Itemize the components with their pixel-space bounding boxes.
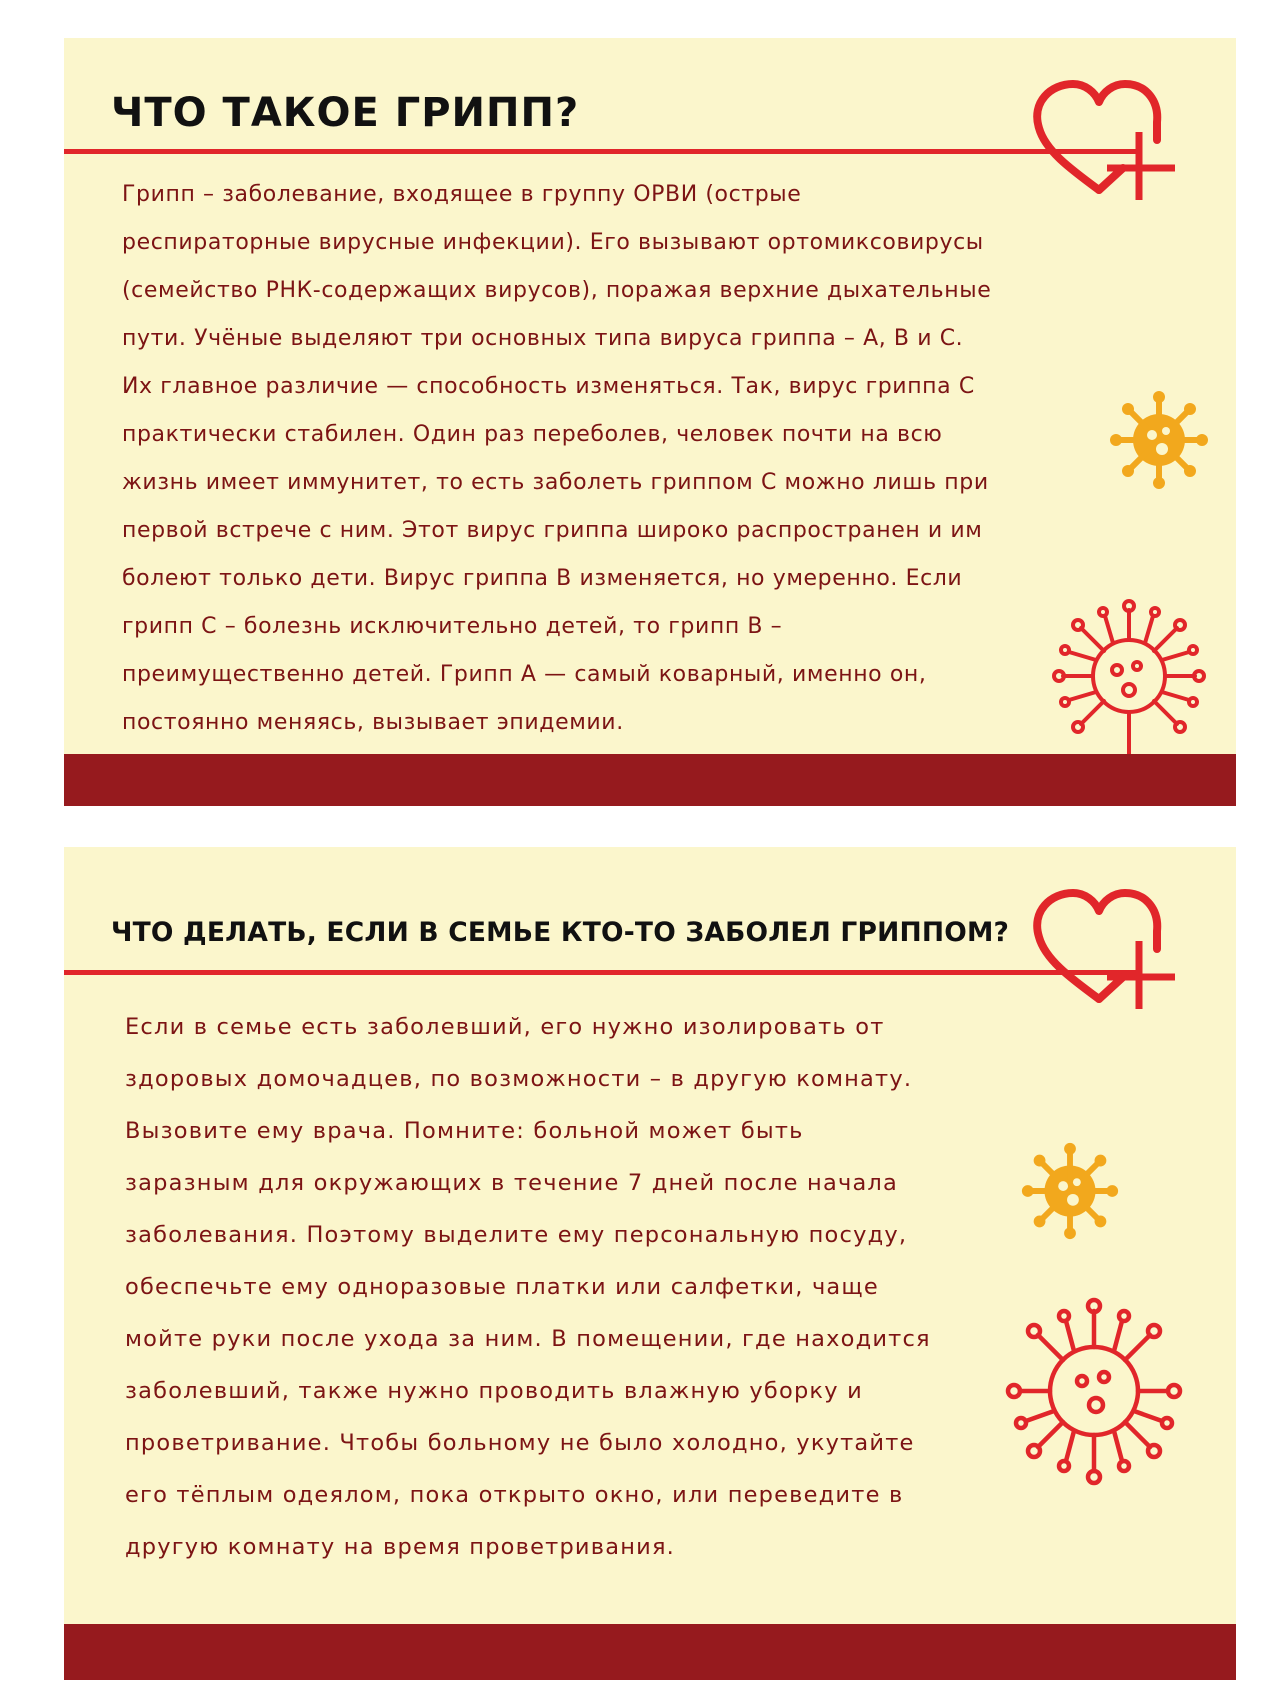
body-line: Если в семье есть заболевший, его нужно изолировать от <box>125 1014 885 1040</box>
body-line: заболевания. Поэтому выделите ему персональную посуду, <box>125 1222 908 1248</box>
body-line: болеют только дети. Вирус гриппа В изменяется, но умеренно. Если <box>122 566 963 591</box>
title-underline <box>64 149 1138 154</box>
virus-icon <box>1004 1291 1184 1491</box>
sun-virus-icon <box>1104 385 1214 495</box>
body-line: заразным для окружающих в течение 7 дней после начала <box>125 1170 898 1196</box>
body-line: грипп С – болезнь исключительно детей, то грипп В – <box>122 614 783 639</box>
body-line: (семейство РНК-содержащих вирусов), поражая верхние дыхательные <box>122 278 992 303</box>
title-underline <box>64 970 1138 975</box>
heart-plus-icon <box>1027 881 1177 1021</box>
card-body-text <box>122 171 991 747</box>
card-body-text <box>125 1001 931 1573</box>
body-line: обеспечьте ему одноразовые платки или салфетки, чаще <box>125 1274 879 1300</box>
footer-band <box>64 1624 1236 1680</box>
card-title: ЧТО ДЕЛАТЬ, ЕСЛИ В СЕМЬЕ КТО-ТО ЗАБОЛЕЛ ГРИППОМ? <box>111 917 1010 948</box>
body-line: заболевший, также нужно проводить влажную уборку и <box>125 1378 863 1404</box>
body-line: пути. Учёные выделяют три основных типа вируса гриппа – А, В и С. <box>122 326 964 351</box>
body-line: его тёплым одеялом, пока открыто окно, или переведите в <box>125 1482 904 1508</box>
body-line: здоровых домочадцев, по возможности – в другую комнату. <box>125 1066 913 1092</box>
body-line: жизнь имеет иммунитет, то есть заболеть гриппом С можно лишь при <box>122 470 989 495</box>
body-line: практически стабилен. Один раз переболев, человек почти на всю <box>122 422 943 447</box>
body-line: Их главное различие — способность изменяться. Так, вирус гриппа С <box>122 374 975 399</box>
body-line: Грипп – заболевание, входящее в группу ОРВИ (острые <box>122 182 802 207</box>
body-line: Вызовите ему врача. Помните: больной может быть <box>125 1118 804 1144</box>
card-title: ЧТО ТАКОЕ ГРИПП? <box>111 90 580 136</box>
body-line: проветривание. Чтобы больному не было холодно, укутайте <box>125 1430 915 1456</box>
body-line: другую комнату на время проветривания. <box>125 1534 676 1560</box>
footer-band <box>64 754 1236 806</box>
body-line: респираторные вирусные инфекции). Его вызывают ортомиксовирусы <box>122 230 984 255</box>
body-line: преимущественно детей. Грипп А — самый коварный, именно он, <box>122 662 927 687</box>
sun-virus-icon <box>1016 1137 1124 1245</box>
body-line: первой встрече с ним. Этот вирус гриппа широко распространен и им <box>122 518 983 543</box>
heart-plus-icon <box>1027 72 1177 212</box>
info-card-what-is-flu <box>64 38 1236 806</box>
info-card-family-member-ill <box>64 847 1236 1680</box>
body-line: постоянно меняясь, вызывает эпидемии. <box>122 710 624 735</box>
body-line: мойте руки после ухода за ним. В помещении, где находится <box>125 1326 931 1352</box>
